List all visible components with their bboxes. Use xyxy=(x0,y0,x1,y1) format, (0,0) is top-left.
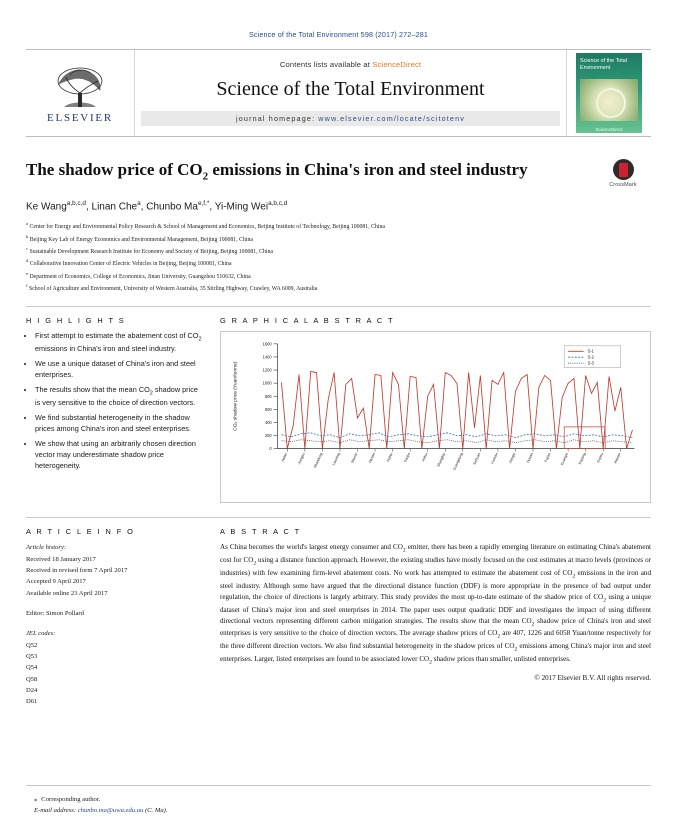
author-affil-marker: a xyxy=(137,200,141,208)
cover-image xyxy=(576,53,642,133)
list-item: • The results show that the mean $CO_2$ shadow price is very sensitive to the choice of direction vectors. xyxy=(35,385,202,409)
author-name[interactable]: Linan Che xyxy=(91,201,138,213)
graphical-abstract-heading: G R A P H I C A L A B S T R A C T xyxy=(220,316,395,326)
author-affil-marker: a,b,c,d xyxy=(66,200,86,208)
author-list: Ke Wang$^{a,b,c,d}$, Linan Che$^a$, Chunbo $Ma^{e,f,*}$, Yi-Ming Wei$^{a,b,c,d}$ xyxy=(26,200,288,213)
jel-codes-label: JEL codes: xyxy=(26,630,56,638)
svg-text:1400: 1400 xyxy=(262,354,272,360)
journal-homepage-bar xyxy=(141,111,560,126)
affiliation-item xyxy=(26,257,651,269)
asterisk-icon: ⁎ xyxy=(34,795,38,803)
abstract-body: As China becomes the world's largest energy consumer and $CO_2$ emitter, there has been a rapidly emerging literature on estimating China's abatement cost for $CO_2$ using a distance function approach. However, the existing studies have mostly focused on the cost estimates at macro levels (provinces or industries) with few examining firm-level abatement costs. No work has attempted to estimate the abatement cost of $CO_2$ emissions in the iron and steel industry. Although some have argued that the directional distance function (DDF) is more appropriate in the presence of bad output under regulation, the choice of directions is largely arbitrary. This study provides the most up-to-date estimate of the shadow price of $CO_2$ using a unique dataset of China's major iron and steel enterprises in 2014. The paper uses output quadratic DDF and investigates the impact of using different directional vectors representing different carbon mitigation strategies. The results show that the mean $CO_2$ shadow price of China's iron and steel enterprises is very sensitive to the choice of direction vectors. The average shadow prices of $CO_2$ are 407, 1226 and 6058 Yuan/tonne respectively for the three different direction vectors. We also find substantial heterogeneity in the shadow prices of $CO_2$ emissions among China's major iron and steel enterprises. Larger, listed enterprises are found to be associated lower $CO_2$ shadow prices than smaller, unlisted enterprises. © 2017 Elsevier B.V. All rights reserved. xyxy=(220,543,652,683)
jel-code: Q52 xyxy=(26,641,38,649)
list-item: • We use a unique dataset of China's iron and steel enterprises. xyxy=(35,359,202,381)
article-history-label: Article history: xyxy=(26,544,67,552)
journal-cover-thumb xyxy=(566,50,651,136)
footnote-block xyxy=(34,794,168,816)
list-item: • First attempt to estimate the abatement cost of $CO_2$ emissions in China's iron and steel industry. xyxy=(35,331,202,355)
svg-text:Hainan: Hainan xyxy=(613,452,622,465)
abstract-column xyxy=(220,518,651,707)
affiliation-item xyxy=(26,282,651,294)
svg-text:600: 600 xyxy=(264,407,272,413)
affiliation-item xyxy=(26,233,651,245)
graphical-abstract-figure xyxy=(220,331,651,503)
affiliation-marker: b xyxy=(26,233,29,239)
author-name[interactable]: Ke Wang xyxy=(26,201,67,213)
email-label: E-mail address: xyxy=(34,806,78,814)
email-note xyxy=(34,805,168,816)
paper-title xyxy=(26,159,651,184)
article-info-body xyxy=(26,542,202,707)
svg-text:S-3: S-3 xyxy=(587,360,594,366)
svg-text:Yunnan: Yunnan xyxy=(490,452,499,466)
svg-text:Tianjin: Tianjin xyxy=(403,452,412,464)
affiliation-text: Collaborative Innovation Center of Electric Vehicles in Beijing, Beijing 100081, China xyxy=(29,261,232,268)
jel-code: D61 xyxy=(26,698,38,706)
affiliation-text: Department of Economics, College of Economics, Jinan University, Guangzhou 510632, China xyxy=(29,273,251,280)
svg-text:1200: 1200 xyxy=(262,367,272,373)
affiliation-item xyxy=(26,245,651,257)
info-abstract-row xyxy=(26,518,651,707)
svg-text:Xinjiang: Xinjiang xyxy=(577,452,587,466)
paper-title-part1: The shadow price of CO xyxy=(26,160,203,179)
author-affil-marker: a,b,c,d xyxy=(268,200,288,208)
affiliation-item xyxy=(26,220,651,232)
homepage-prefix: journal homepage: xyxy=(236,114,319,123)
svg-text:Hunan: Hunan xyxy=(525,452,534,464)
footer-divider xyxy=(26,785,651,786)
history-item: Accepted 9 April 2017 xyxy=(26,578,86,586)
affiliation-marker: c xyxy=(26,246,29,252)
running-head xyxy=(0,0,677,39)
affiliation-text: School of Agriculture and Environment, University of Western Australia, 35 Stirling Highway, Crawley, WA 6009, Australia xyxy=(28,285,318,292)
svg-text:800: 800 xyxy=(264,394,272,400)
affiliation-marker: a xyxy=(26,221,29,227)
crossmark-icon xyxy=(613,159,634,180)
affiliation-text: Beijing Key Lab of Energy Economics and Environmental Management, Beijing 100081, China xyxy=(29,236,253,243)
homepage-url[interactable]: www.elsevier.com/locate/scitotenv xyxy=(318,114,465,123)
svg-text:CO₂ shadow price (Yuan/tonne): CO₂ shadow price (Yuan/tonne) xyxy=(233,361,239,432)
author-affil-marker: e,f,* xyxy=(197,200,210,208)
article-history xyxy=(26,542,202,599)
corresponding-author-text: Corresponding author. xyxy=(41,795,101,803)
abstract-heading: A B S T R A C T xyxy=(220,527,302,537)
svg-text:Shandong: Shandong xyxy=(312,452,324,469)
article-info-heading: A R T I C L E I N F O xyxy=(26,527,135,537)
cover-photo xyxy=(580,79,638,121)
article-info-column xyxy=(26,518,202,707)
corresponding-author-note xyxy=(34,794,168,805)
cover-footer-text: ScienceDirect xyxy=(595,127,623,132)
jel-code: D24 xyxy=(26,686,38,694)
svg-text:Henan: Henan xyxy=(367,452,376,464)
history-item: Received 18 January 2017 xyxy=(26,555,96,563)
jel-codes-block xyxy=(26,628,202,707)
svg-text:Shanxi: Shanxi xyxy=(350,452,359,465)
svg-text:Liaoning: Liaoning xyxy=(331,452,341,467)
publisher-name: ELSEVIER xyxy=(46,111,114,124)
email-suffix: (C. Ma). xyxy=(143,806,168,814)
elsevier-tree-icon xyxy=(44,63,116,111)
crossmark-label: CrossMark xyxy=(609,182,637,188)
svg-text:Hebei: Hebei xyxy=(280,452,289,463)
svg-text:1600: 1600 xyxy=(262,341,272,347)
svg-text:1000: 1000 xyxy=(262,380,272,387)
masthead-center xyxy=(135,50,566,136)
svg-text:S-2: S-2 xyxy=(587,355,594,361)
title-block xyxy=(26,159,651,294)
svg-text:Anhui: Anhui xyxy=(421,452,429,463)
highlights-graphical-row xyxy=(26,307,651,503)
svg-text:0: 0 xyxy=(269,446,272,452)
affiliation-marker: d xyxy=(26,258,29,264)
affiliations xyxy=(26,220,651,294)
affiliation-marker: e xyxy=(26,270,29,276)
svg-text:Guangdong: Guangdong xyxy=(452,452,464,472)
journal-title: Science of the Total Environment xyxy=(216,78,485,100)
jel-code: Q54 xyxy=(26,664,38,672)
svg-text:Gansu: Gansu xyxy=(596,452,605,464)
affiliation-item xyxy=(26,270,651,282)
copyright-line: © 2017 Elsevier B.V. All rights reserved. xyxy=(534,674,651,683)
sciencedirect-link[interactable]: ScienceDirect xyxy=(372,60,422,69)
list-item: • We find substantial heterogeneity in the shadow prices among China's iron and steel enterprises. xyxy=(35,413,202,435)
svg-text:200: 200 xyxy=(264,433,272,439)
svg-text:Hubei: Hubei xyxy=(386,452,394,463)
svg-text:Guangxi: Guangxi xyxy=(559,452,570,467)
journal-reference: Science of the Total Environment 598 (2017) 272–281 xyxy=(248,30,429,39)
svg-text:S-1: S-1 xyxy=(587,349,594,355)
graphical-abstract-column xyxy=(220,307,651,503)
svg-text:400: 400 xyxy=(264,420,272,426)
history-item: Available online 23 April 2017 xyxy=(26,589,108,597)
email-link[interactable]: chunbo.ma@uwa.edu.au xyxy=(77,806,144,814)
affiliation-text: Sustainable Development Research Institute for Economy and Society of Beijing, Beijing 100081, China xyxy=(29,249,273,256)
publisher-logo xyxy=(26,50,135,136)
paper-title-subscript: 2 xyxy=(202,170,209,183)
list-item: • We show that using an arbitrarily chosen direction vector may underestimate shadow price heterogeneity. xyxy=(35,439,202,472)
jel-code: Q58 xyxy=(26,675,38,683)
affiliation-marker: f xyxy=(26,283,28,289)
svg-text:Fujian: Fujian xyxy=(543,452,552,464)
affiliation-text: Center for Energy and Environmental Policy Research & School of Management and Economics, Beijing Institute of Technology, Beijing 100081, China xyxy=(29,224,385,231)
svg-text:Shanghai: Shanghai xyxy=(436,452,447,468)
cover-ring-graphic xyxy=(596,88,626,118)
author-name[interactable]: Yi-Ming Wei xyxy=(214,201,269,213)
contents-available-line xyxy=(280,60,421,69)
shadow-price-chart xyxy=(221,332,650,502)
jel-code: Q53 xyxy=(26,652,38,660)
contents-prefix: Contents lists available at xyxy=(279,60,373,69)
svg-text:Jiangxi: Jiangxi xyxy=(508,452,517,465)
highlights-list xyxy=(26,331,202,471)
history-item: Received in revised form 7 April 2017 xyxy=(26,567,128,574)
paper-title-part2: emissions in China's iron and steel industry xyxy=(208,160,528,179)
highlights-column xyxy=(26,307,202,503)
svg-text:Sichuan: Sichuan xyxy=(472,452,482,466)
journal-masthead xyxy=(26,49,651,137)
highlights-heading: H I G H L I G H T S xyxy=(26,316,126,326)
editor-line: Editor: Simon Pollard xyxy=(26,609,84,617)
cover-title: Science of the Total Environment xyxy=(580,58,627,71)
svg-text:Jiangsu: Jiangsu xyxy=(297,452,306,466)
author-name[interactable]: Chunbo Ma xyxy=(146,201,198,213)
crossmark-badge[interactable] xyxy=(595,159,651,188)
